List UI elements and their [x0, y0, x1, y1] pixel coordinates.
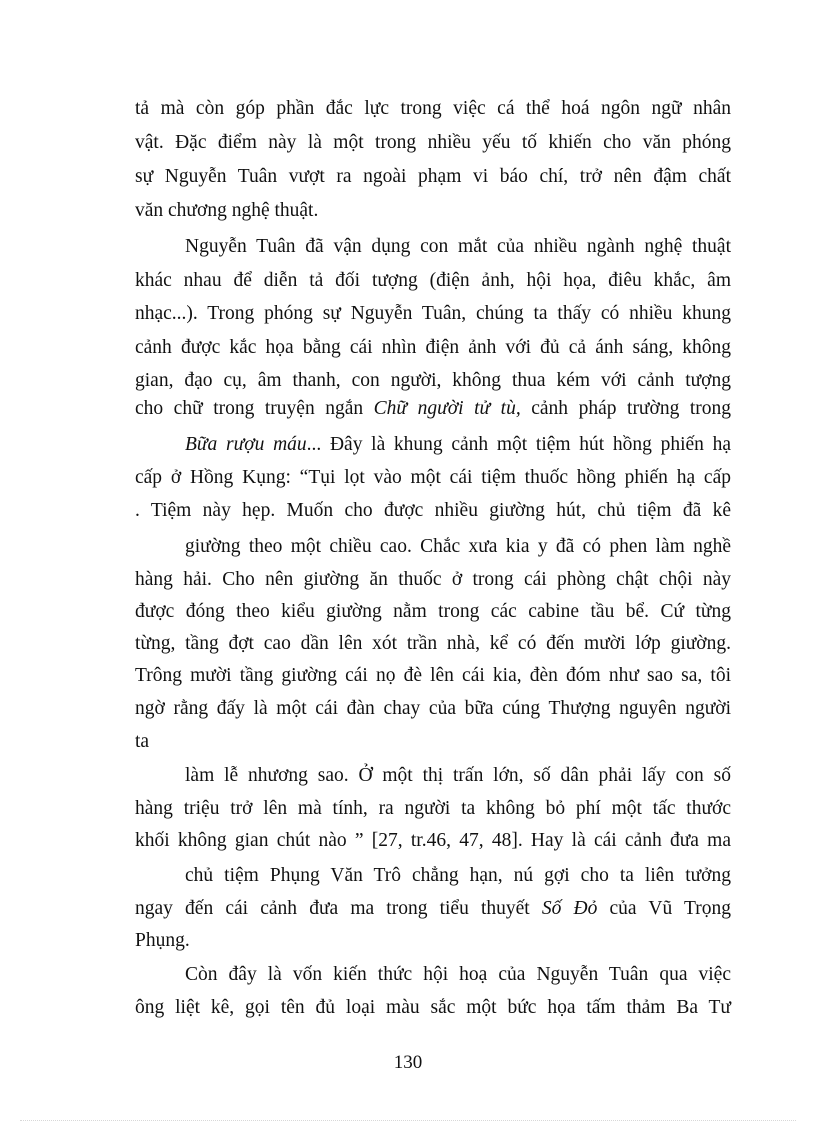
text-line: Phụng. — [135, 930, 190, 951]
text-line: tả mà còn góp phần đắc lực trong việc cá thể hoá ngôn ngữ nhân — [135, 98, 731, 119]
text-line: ông liệt kê, gọi tên đủ loại màu sắc một bức họa tấm thảm Ba Tư — [135, 997, 731, 1018]
book-title-so-do: Số Đỏ — [541, 898, 598, 919]
text-line: văn chương nghệ thuật. — [135, 200, 319, 221]
text-segment: ... Đây là khung cảnh một tiệm hút hồng phiến hạ — [306, 434, 731, 455]
book-title-chu-nguoi-tu-tu: Chữ người tử tù, — [373, 398, 521, 419]
text-line: ta — [135, 731, 150, 752]
text-line: cảnh được kắc họa bằng cái nhìn điện ảnh với đủ cả ánh sáng, không — [135, 337, 731, 358]
text-line: Trông mười tầng giường cái nọ đè lên cái kia, đèn đóm như sao sa, tôi — [135, 665, 731, 686]
text-segment: cảnh pháp trường trong — [520, 398, 732, 419]
text-line: chủ tiệm Phụng Văn Trô chẳng hạn, nú gợi cho ta liên tưởng — [185, 865, 731, 886]
text-line: được đóng theo kiểu giường nằm trong các cabine tầu bể. Cứ từng — [135, 601, 731, 622]
page-number: 130 — [393, 1052, 423, 1073]
text-segment: cho chữ trong truyện ngắn — [135, 398, 374, 419]
text-line: khối không gian chút nào ” [27, tr.46, 47, 48]. Hay là cái cảnh đưa ma — [135, 830, 731, 851]
text-segment: của Vũ Trọng — [597, 898, 731, 919]
text-line: vật. Đặc điểm này là một trong nhiều yếu tố khiến cho văn phóng — [135, 132, 731, 153]
text-line: sự Nguyễn Tuân vượt ra ngoài phạm vi báo chí, trở nên đậm chất — [135, 166, 731, 187]
text-line: hàng triệu trở lên mà tính, ra người ta không bỏ phí một tấc thước — [135, 798, 731, 819]
text-line — [135, 397, 731, 421]
text-line: ngờ rằng đấy là một cái đàn chay của bữa cúng Thượng nguyên người — [135, 698, 731, 719]
text-line: gian, đạo cụ, âm thanh, con người, không thua kém với cảnh tượng — [135, 370, 731, 391]
text-line: làm lễ nhương sao. Ở một thị trấn lớn, số dân phải lấy con số — [185, 765, 731, 786]
text-line: Còn đây là vốn kiến thức hội hoạ của Nguyễn Tuân qua việc — [185, 964, 731, 985]
text-line: . Tiệm này hẹp. Muốn cho được nhiều giường hút, chủ tiệm đã kê — [135, 500, 731, 521]
text-line — [135, 897, 731, 921]
text-line: từng, tầng đợt cao dần lên xót trần nhà, kể có đến mười lớp giường. — [135, 633, 731, 654]
text-segment: ngay đến cái cảnh đưa ma trong tiểu thuyết — [135, 898, 542, 919]
text-line: nhạc...). Trong phóng sự Nguyễn Tuân, chúng ta thấy có nhiều khung — [135, 303, 731, 324]
book-title-bua-ruou-mau: Bữa rượu máu — [185, 434, 307, 455]
text-line: giường theo một chiều cao. Chắc xưa kia y đã có phen làm nghề — [185, 536, 731, 557]
text-line: khác nhau để diễn tả đối tượng (điện ảnh, hội họa, điêu khắc, âm — [135, 270, 731, 291]
page-bottom-divider — [20, 1120, 796, 1121]
text-line — [185, 433, 731, 457]
text-line: Nguyễn Tuân đã vận dụng con mắt của nhiều ngành nghệ thuật — [185, 236, 731, 257]
text-line: hàng hải. Cho nên giường ăn thuốc ở trong cái phòng chật chội này — [135, 569, 731, 590]
text-line: cấp ở Hồng Kụng: “Tụi lọt vào một cái tiệm thuốc hồng phiến hạ cấp — [135, 467, 731, 488]
